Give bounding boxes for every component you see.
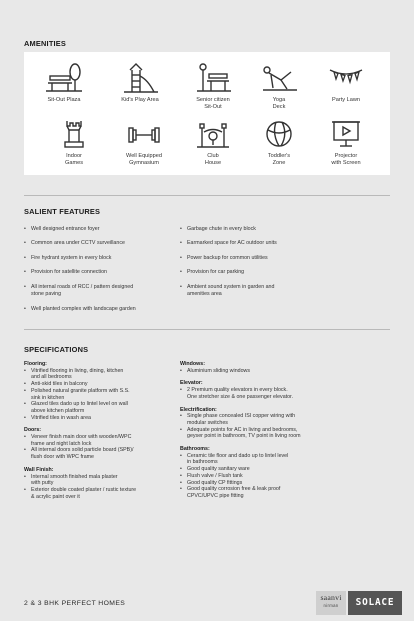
amenity-label: Sit-Out Plaza — [47, 97, 81, 103]
amenity-party-lawn — [310, 62, 382, 104]
spec-heading-bathrooms: Bathrooms: — [180, 446, 210, 453]
amenity-label-line2: with Screen — [331, 159, 361, 166]
salient-features-title: SALIENT FEATURES — [24, 207, 101, 216]
amenities-card — [24, 52, 390, 175]
slide-playground-icon — [120, 62, 160, 94]
beach-ball-icon — [259, 118, 299, 150]
amenity-label: Senior citizen — [196, 97, 230, 103]
feature-item: • All internal roads of RCC / pattern designed stone paving — [24, 284, 134, 297]
project-logo: SOLACE — [348, 591, 402, 615]
amenity-indoor-games — [38, 118, 110, 166]
amenity-label: Party Lawn — [332, 97, 360, 103]
spec-line: • Vitrified tiles in wash area — [24, 414, 91, 421]
spec-line: • Exterior double coated plaster / rustic texture & acrylic paint over it — [24, 486, 137, 500]
spec-heading-windows: Windows: — [180, 361, 205, 367]
amenity-gymnasium — [108, 118, 180, 166]
amenity-label-line2: Games — [64, 159, 84, 166]
amenity-yoga-deck — [243, 62, 315, 110]
spec-line: • Good quality corrosion free & leak proof CPVC/UPVC pipe fitting — [180, 486, 281, 499]
amenity-label: Indoor — [66, 153, 82, 159]
spec-heading-elevator: Elevator: — [180, 380, 203, 387]
brand-subname: nirman — [323, 603, 339, 608]
spec-line: • Glazed tiles dado up to lintel level on wall above kitchen platform — [24, 401, 128, 414]
spec-line: • 2 Premium quality elevators in every block. One stretcher size & one passenger elevator. — [180, 387, 293, 400]
feature-item: • Earmarked space for AC outdoor units — [180, 240, 277, 246]
spec-heading-wall-finish: Wall Finish: — [24, 466, 54, 473]
spec-line: • Flush valve / Flush tank — [180, 472, 243, 479]
feature-item: • Fire hydrant system in every block — [24, 255, 112, 261]
feature-item: • Power backup for common utilities — [180, 255, 268, 261]
amenity-club-house — [177, 118, 249, 166]
spec-line: • Polished natural granite platform with S.S. sink in kitchen — [24, 387, 130, 401]
feature-item: • Provision for car parking — [180, 269, 245, 275]
amenity-label: Club — [207, 153, 219, 159]
amenity-toddlers-zone — [243, 118, 315, 166]
amenity-projector-screen — [310, 118, 382, 166]
feature-item: • Garbage chute in every block — [180, 226, 256, 232]
dumbbell-icon — [124, 118, 164, 150]
amenity-label-line2: Gymnasium — [129, 159, 159, 166]
feature-item: • Provision for satellite connection — [24, 269, 107, 275]
spec-line: • Anti-skid tiles in balcony — [24, 381, 88, 388]
amenity-label-line2: Zone — [272, 159, 286, 166]
amenity-label: Yoga — [272, 97, 286, 103]
yoga-pose-icon — [259, 62, 299, 94]
spec-line: • Good quality sanitary ware — [180, 466, 250, 473]
park-bench-tree-icon — [44, 62, 84, 94]
brand-logo — [316, 591, 346, 615]
amenity-label: Well Equipped — [126, 153, 162, 159]
specs-right-column — [180, 361, 370, 500]
divider — [24, 195, 390, 196]
spec-line: • Veneer finish main door with wooden/WPC frame and night latch lock — [24, 434, 132, 447]
feature-item: • Ambient sound system in garden and amenities area — [180, 284, 275, 297]
spec-line: • Good quality CP fittings — [180, 479, 243, 486]
amenities-title: AMENITIES — [24, 39, 67, 48]
party-flags-icon — [326, 62, 366, 94]
footer-tagline: 2 & 3 BHK PERFECT HOMES — [24, 600, 126, 607]
specifications-title: SPECIFICATIONS — [24, 345, 89, 354]
spec-line: • Vitrified flooring in living, dining, kitchen and all bedrooms — [24, 367, 124, 381]
amenity-kids-play-area — [104, 62, 176, 104]
bench-lamp-icon — [193, 62, 233, 94]
amenity-label: Toddler's — [267, 153, 291, 159]
club-building-icon — [193, 118, 233, 150]
spec-line: • Ceramic tile floor and dado up to lintel level in bathrooms — [180, 452, 289, 466]
projector-screen-icon — [326, 118, 366, 150]
spec-heading-doors: Doors: — [24, 427, 42, 434]
chess-rook-icon — [54, 118, 94, 150]
spec-heading-electrification: Electrification: — [180, 406, 217, 413]
divider — [24, 329, 390, 330]
feature-item: • Common area under CCTV surveillance — [24, 240, 125, 246]
amenity-label: Kid's Play Area — [121, 97, 159, 103]
amenity-label-line2: Deck — [272, 103, 286, 110]
feature-item: • Well designed entrance foyer — [24, 226, 100, 232]
spec-line: • Single phase concealed ISI copper wiring with modular switches — [180, 413, 296, 426]
brand-name: saanvi — [320, 593, 342, 602]
feature-item: • Well planted complex with landscape garden — [24, 306, 136, 312]
spec-heading-flooring: Flooring: — [24, 361, 47, 367]
amenity-label-line2: House — [204, 159, 222, 166]
specs-left-column — [24, 361, 184, 500]
amenity-label: Projector — [334, 153, 358, 159]
spec-line: • All internal doors solid particle board (SPB)/ flush door with WPC frame — [24, 447, 134, 461]
spec-line: • Adequate points for AC in living and bedrooms, geyser point in bathroom, TV point in living room — [180, 426, 301, 440]
amenity-label-line2: Sit-Out — [204, 103, 222, 110]
amenity-senior-citizen-sit-out — [177, 62, 249, 110]
spec-line: • Aluminium sliding windows — [180, 367, 250, 374]
amenity-sit-out-plaza — [28, 62, 100, 104]
spec-line: • Internal smooth finished mala plaster with putty — [24, 473, 118, 487]
